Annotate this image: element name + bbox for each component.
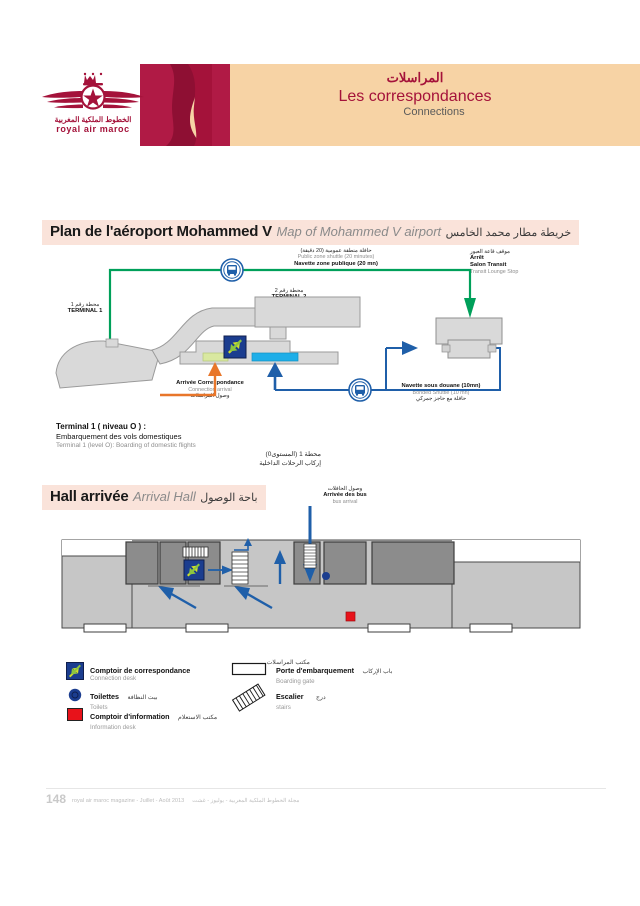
header-title-french: Les correspondances xyxy=(338,88,492,106)
legend-stairs-ar: درج xyxy=(316,694,326,701)
section2-title-fr: Hall arrivée xyxy=(50,488,129,505)
page-header xyxy=(0,64,640,146)
legend-stairs-fr: Escalier xyxy=(276,692,304,701)
terminal2-ar: محطة رقم 2 xyxy=(274,288,304,294)
legend-conn-desk-fr: Comptoir de correspondance xyxy=(90,666,191,675)
toilets-icon xyxy=(68,688,82,702)
section1-title-fr: Plan de l'aéroport Mohammed V xyxy=(50,223,272,240)
legend-toilets-fr: Toilettes xyxy=(90,692,120,701)
bus-arrival-en: bus arrival xyxy=(332,499,358,506)
legend-conn-desk-en: Connection desk xyxy=(90,675,137,682)
section2-title-ar: باحة الوصول xyxy=(200,492,258,504)
legend-gate-en: Boarding gate xyxy=(276,678,315,685)
footer-divider xyxy=(46,788,606,789)
connection-desk-icon-map xyxy=(224,336,246,358)
royal-air-maroc-logo xyxy=(38,72,148,138)
header-title-arabic: المراسلات xyxy=(386,70,444,85)
terminal1-ar: محطة رقم 1 xyxy=(70,302,100,308)
section1-title-en: Map of Mohammed V airport xyxy=(276,224,442,239)
transit-stop-ar: موقف قاعة العبور xyxy=(470,249,510,255)
t1-note-line1: Terminal 1 ( niveau O ) : xyxy=(56,422,147,431)
legend-toilets-ar: بيت النظافة xyxy=(127,694,158,701)
stairs-icon-hall xyxy=(232,552,248,584)
conn-arrival-ar: وصول المراسلات xyxy=(190,393,230,400)
bus-arrival-fr: Arrivée des bus xyxy=(323,492,367,499)
footer-text: royal air maroc magazine - Juillet - Août 2013 xyxy=(72,798,185,804)
bus-arrival-label xyxy=(290,486,400,506)
transit-stop-en: Transit Lounge Stop xyxy=(470,269,519,276)
svg-text:الخطوط الملكية المغربية: الخطوط الملكية المغربية xyxy=(54,115,132,124)
legend-gate-fr: Porte d'embarquement xyxy=(276,666,354,675)
connection-desk-icon xyxy=(66,662,84,680)
bonded-ar: حافلة مع حاجز جمركي xyxy=(415,396,467,403)
boarding-gate-strip xyxy=(183,547,208,557)
t1-note-line2: Embarquement des vols domestiques xyxy=(56,432,182,441)
svg-text:royal air maroc: royal air maroc xyxy=(56,124,130,134)
bus-icon-public-shuttle xyxy=(221,259,243,281)
conn-arrival-en: Connection arrival xyxy=(188,386,232,393)
terminal1-level-note xyxy=(56,422,386,467)
terminal1-fr: TERMINAL 1 xyxy=(67,308,103,315)
t1-note-line5: إركاب الرحلات الداخلية xyxy=(259,460,321,467)
section2-title-en: Arrival Hall xyxy=(132,489,196,504)
transit-stop-fr1: Arrêt xyxy=(470,255,484,262)
bonded-fr: Navette sous douane (10mn) xyxy=(401,383,481,389)
header-title-english: Connections xyxy=(403,106,465,119)
stairs-icon xyxy=(232,686,266,710)
public-shuttle-en: Public zone shuttle (20 minutes) xyxy=(297,254,375,261)
page-footer xyxy=(46,792,606,808)
public-shuttle-ar: حافلة منطقة عمومية (20 دقيقة) xyxy=(300,248,372,254)
t1-note-line4: محطة 1 (المستوى0) xyxy=(265,451,321,458)
section1-title-ar: خريطة مطار محمد الخامس xyxy=(445,227,572,239)
header-title-block xyxy=(200,70,630,120)
legend-stairs-en: stairs xyxy=(276,704,291,711)
conn-arrival-fr: Arrivée Correspondance xyxy=(176,380,244,386)
public-shuttle-fr: Navette zone publique (20 mn) xyxy=(294,260,378,267)
transit-stop-fr2: Salon Transit xyxy=(470,262,507,269)
information-desk-icon-hall xyxy=(346,612,355,621)
section-title-arrival-hall xyxy=(42,485,266,510)
arrival-hall-diagram xyxy=(0,520,640,640)
legend-info-desk-fr: Comptoir d'information xyxy=(90,712,170,721)
t1-note-line3: Terminal 1 (level O): Boarding of domestic flights xyxy=(56,442,196,449)
legend-conn-desk-ar: مكتب المراسلات xyxy=(266,659,310,666)
footer-text-ar: مجلة الخطوط الملكية المغربية - يوليوز - غشت xyxy=(192,798,300,804)
stairs-icon-arrival xyxy=(304,544,316,568)
legend-info-desk-ar: مكتب الاستعلام xyxy=(178,714,218,721)
information-desk-icon xyxy=(67,708,83,722)
legend-toilets-en: Toilets xyxy=(90,704,108,711)
bus-icon-bonded-shuttle xyxy=(349,379,371,401)
connection-desk-icon-hall xyxy=(184,560,204,580)
toilets-icon-hall xyxy=(322,572,330,580)
legend-info-desk-en: Information desk xyxy=(90,724,136,731)
page-number: 148 xyxy=(46,792,67,806)
legend-gate-ar: باب الإركاب xyxy=(362,668,393,675)
bonded-en: Bonded Shuttle (10 mn) xyxy=(412,389,470,396)
bus-arrival-ar: وصول الحافلات xyxy=(327,486,363,492)
map-legend xyxy=(66,659,566,731)
boarding-gate-icon xyxy=(232,663,266,676)
